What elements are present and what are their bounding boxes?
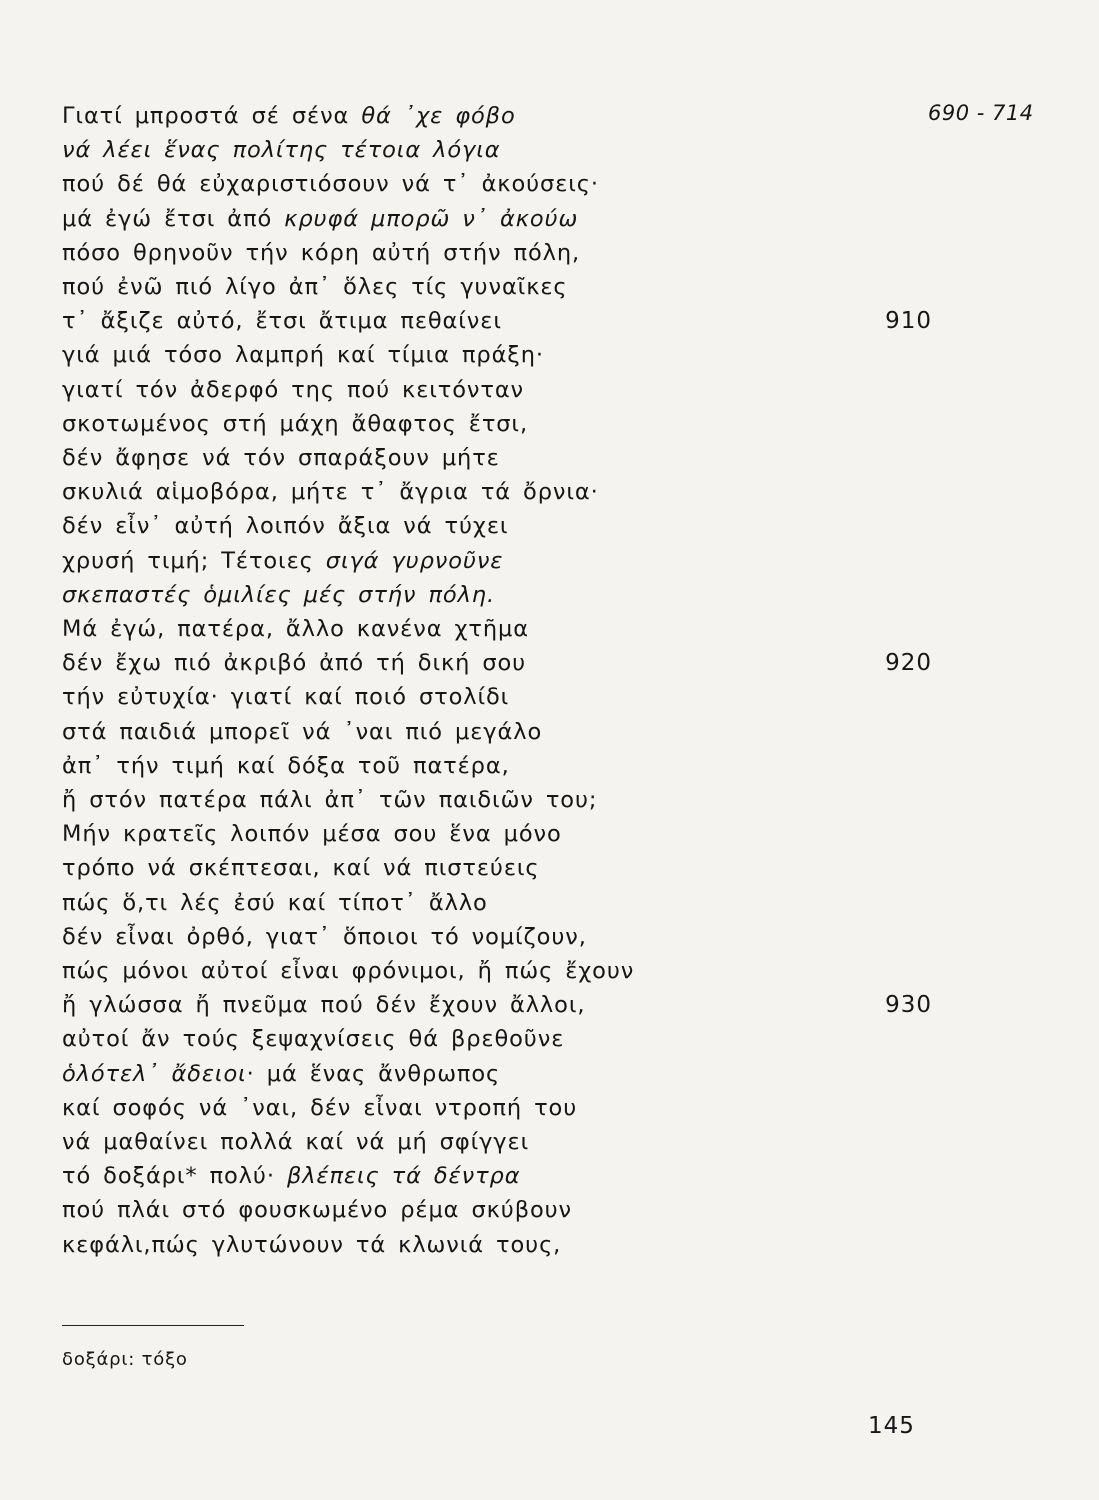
verse-text: ἤ στόν πατέρα πάλι ἀπ᾽ τῶν παιδιῶν του; bbox=[62, 787, 598, 813]
verse-text: στά παιδιά μπορεῖ νά ᾽ναι πιό μεγάλο bbox=[62, 718, 543, 745]
verse-text: δέν ἔχω πιό ἀκριβό ἀπό τή δική σου bbox=[62, 650, 527, 677]
verse-line bbox=[62, 920, 932, 954]
verse-line-number: 930 bbox=[885, 992, 932, 1019]
verse-italic-text: κρυφά μπορῶ ν᾽ ἀκούω bbox=[284, 205, 579, 232]
verse-line bbox=[62, 133, 932, 167]
verse-line bbox=[62, 167, 932, 201]
verse-text: μά ἐγώ ἔτσι ἀπό bbox=[62, 205, 285, 232]
verse-italic-text: θά ᾽χε φόβο bbox=[361, 103, 516, 129]
verse-line bbox=[62, 407, 932, 441]
verse-text: κεφάλι,πώς γλυτώνουν τά κλωνιά τους, bbox=[62, 1231, 562, 1258]
verse-line-number: 910 bbox=[885, 308, 932, 335]
verse-line bbox=[62, 475, 932, 509]
verse-text: δέν εἶν᾽ αὐτή λοιπόν ἄξια νά τύχει bbox=[62, 513, 509, 540]
verse-line bbox=[62, 1091, 932, 1125]
verse-line bbox=[62, 886, 932, 920]
verse-line bbox=[62, 680, 932, 714]
verse-line bbox=[62, 1228, 932, 1262]
verse-line bbox=[62, 509, 932, 543]
verse-italic-text: σκεπαστές ὁμιλίες μές στήν πόλη. bbox=[62, 581, 495, 608]
verse-text: Μά ἐγώ, πατέρα, ἄλλο κανένα χτῆμα bbox=[62, 616, 529, 642]
verse-text: σκοτωμένος στή μάχη ἄθαφτος ἔτσι, bbox=[62, 410, 528, 437]
verse-text: τ᾽ ἄξιζε αὐτό, ἔτσι ἄτιμα πεθαίνει bbox=[62, 308, 502, 335]
verse-line bbox=[62, 441, 932, 475]
verse-text: πού πλάι στό φουσκωμένο ρέμα σκύβουν bbox=[62, 1197, 573, 1224]
verse-line bbox=[62, 851, 932, 885]
verse-line bbox=[62, 578, 932, 612]
verse-italic-text: βλέπεις τά δέντρα bbox=[286, 1163, 521, 1190]
verse-text: Μήν κρατεῖς λοιπόν μέσα σου ἕνα μόνο bbox=[62, 821, 562, 848]
verse-text: γιά μιά τόσο λαμπρή καί τίμια πράξη· bbox=[62, 342, 544, 369]
verse-text: πού δέ θά εὐχαριστιόσουν νά τ᾽ ἀκούσεις· bbox=[62, 171, 599, 198]
verse-line bbox=[62, 1159, 932, 1193]
verse-text: δέν ἄφησε νά τόν σπαράξουν μήτε bbox=[62, 445, 500, 471]
verse-text: ἀπ᾽ τήν τιμή καί δόξα τοῦ πατέρα, bbox=[62, 752, 510, 779]
verse-italic-text: ὁλότελ᾽ ἄδειοι bbox=[62, 1060, 247, 1087]
verse-italic-text: νά λέει ἕνας πολίτης τέτοια λόγια bbox=[62, 137, 501, 164]
verse-line bbox=[62, 270, 932, 304]
verse-line bbox=[62, 783, 932, 817]
line-range-reference: 690 - 714 bbox=[928, 101, 1034, 125]
footnote: δοξάρι: τόξο bbox=[62, 1349, 188, 1370]
verse-text: σκυλιά αἱμοβόρα, μήτε τ᾽ ἄγρια τά ὄρνια· bbox=[62, 479, 599, 506]
verse-line bbox=[62, 715, 932, 749]
verse-line bbox=[62, 612, 932, 646]
page-number: 145 bbox=[868, 1413, 915, 1439]
verse-text: · μά ἕνας ἄνθρωπος bbox=[246, 1060, 501, 1087]
verse-text: χρυσή τιμή; Τέτοιες bbox=[62, 547, 326, 574]
verse-line bbox=[62, 1193, 932, 1227]
verse-text: πώς ὅ,τι λές ἐσύ καί τίποτ᾽ ἄλλο bbox=[62, 889, 488, 916]
verse-text: τρόπο νά σκέπτεσαι, καί νά πιστεύεις bbox=[62, 855, 540, 882]
footnote-divider bbox=[62, 1325, 244, 1326]
verse-italic-text: σιγά γυρνοῦνε bbox=[325, 547, 504, 574]
verse-line bbox=[62, 304, 932, 338]
verse-line bbox=[62, 749, 932, 783]
verse-line bbox=[62, 1022, 932, 1056]
verse-text: δέν εἶναι ὀρθό, γιατ᾽ ὅποιοι τό νομίζουν, bbox=[62, 923, 587, 950]
verse-text: τήν εὐτυχία· γιατί καί ποιό στολίδι bbox=[62, 684, 510, 711]
verse-text: πού ἐνῶ πιό λίγο ἀπ᾽ ὅλες τίς γυναῖκες bbox=[62, 274, 568, 300]
verse-text: καί σοφός νά ᾽ναι, δέν εἶναι ντροπή του bbox=[62, 1094, 578, 1121]
verse-line bbox=[62, 817, 932, 851]
verse-text: γιατί τόν ἀδερφό της πού κειτόνταν bbox=[62, 376, 525, 403]
verse-text: ἤ γλώσσα ἤ πνεῦμα πού δέν ἔχουν ἄλλοι, bbox=[62, 992, 586, 1019]
verse-line bbox=[62, 988, 932, 1022]
verse-line bbox=[62, 338, 932, 372]
verse-text: τό δοξάρι* πολύ· bbox=[62, 1163, 287, 1190]
verse-line bbox=[62, 954, 932, 988]
verse-line bbox=[62, 236, 932, 270]
verse-line bbox=[62, 646, 932, 680]
verse-text: νά μαθαίνει πολλά καί νά μή σφίγγει bbox=[62, 1129, 530, 1155]
verse-text: Γιατί μπροστά σέ σένα bbox=[62, 103, 362, 129]
verse-line-number: 920 bbox=[885, 650, 932, 677]
verse-line bbox=[62, 202, 932, 236]
verse-line bbox=[62, 1057, 932, 1091]
verse-line bbox=[62, 1125, 932, 1159]
verse-line bbox=[62, 544, 932, 578]
verse-line bbox=[62, 99, 932, 133]
verse-line bbox=[62, 373, 932, 407]
verse-text: πόσο θρηνοῦν τήν κόρη αὐτή στήν πόλη, bbox=[62, 239, 581, 266]
verse-text: πώς μόνοι αὐτοί εἶναι φρόνιμοι, ἤ πώς ἔχουν bbox=[62, 958, 635, 984]
verse-text: αὐτοί ἄν τούς ξεψαχνίσεις θά βρεθοῦνε bbox=[62, 1026, 565, 1053]
